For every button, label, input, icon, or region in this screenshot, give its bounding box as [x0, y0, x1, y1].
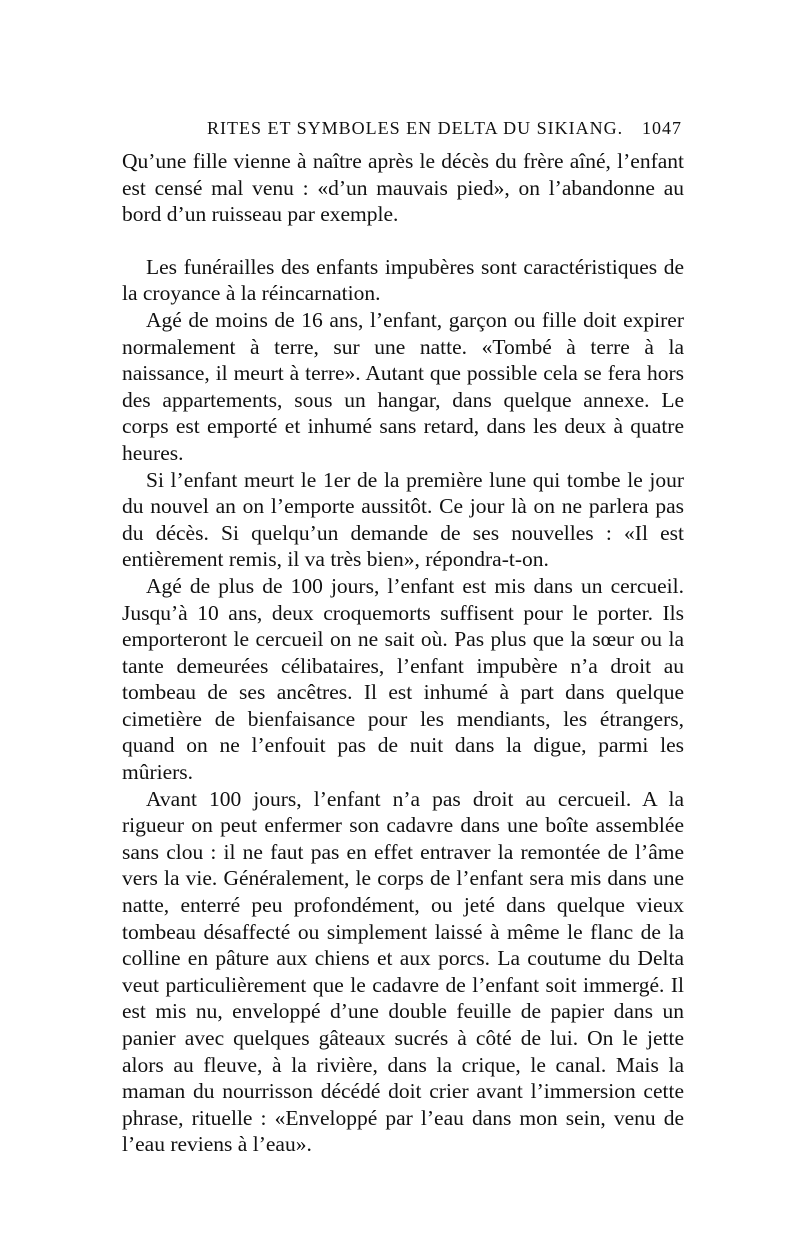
- paragraph: Qu’une fille vienne à naître après le décès du frère aîné, l’enfant est censé mal venu : «d’un mauvais pied», on l’abandonne au bord d’un ruisseau par exemple.: [122, 149, 684, 227]
- paragraph: Agé de moins de 16 ans, l’enfant, garçon ou fille doit expirer normalement à terre, sur une natte. «Tombé à terre à la naissance, il meurt à terre». Autant que possible cela se fera hors des appartements, sous un hangar, dans quelque annexe. Le corps est emporté et inhumé sans retard, dans les deux à quatre heures.: [122, 307, 684, 465]
- body-text: [122, 148, 684, 1158]
- paragraph: Si l’enfant meurt le 1er de la première lune qui tombe le jour du nouvel an on l’emporte aussitôt. Ce jour là on ne parlera pas du décès. Si quelqu’un demande de ses nouvelles : «Il est entièrement remis, il va très bien», répondra-t-on.: [122, 467, 684, 572]
- paragraph: Les funérailles des enfants impubères sont caractéristiques de la croyance à la réincarnation.: [122, 254, 684, 306]
- running-title: RITES ET SYMBOLES EN DELTA DU SIKIANG.: [207, 118, 624, 138]
- page-number: 1047: [642, 118, 682, 138]
- running-head: [122, 118, 682, 144]
- paragraph: Avant 100 jours, l’enfant n’a pas droit au cercueil. A la rigueur on peut enfermer son cadavre dans une boîte assemblée sans clou : il ne faut pas en effet entraver la remontée de l’âme vers la vie. Généralement, le corps de l’enfant sera mis dans une natte, enterré peu profondément, ou jeté dans quelque vieux tombeau désaffecté ou simplement laissé à même le flanc de la colline en pâture aux chiens et aux porcs. La coutume du Delta veut particulièrement que le cadavre de l’enfant soit immergé. Il est mis nu, enveloppé d’une double feuille de papier dans un panier avec quelques gâteaux sucrés à côté de lui. On le jette alors au fleuve, à la rivière, dans la crique, le canal. Mais la maman du nourrisson décédé doit crier avant l’immersion cette phrase, rituelle : «Enveloppé par l’eau dans mon sein, venu de l’eau reviens à l’eau».: [122, 786, 684, 1157]
- paragraph: Agé de plus de 100 jours, l’enfant est mis dans un cercueil. Jusqu’à 10 ans, deux croquemorts suffisent pour le porter. Ils emporteront le cercueil on ne sait où. Pas plus que la sœur ou la tante demeurées célibataires, l’enfant impubère n’a droit au tombeau de ses ancêtres. Il est inhumé à part dans quelque cimetière de bienfaisance pour les mendiants, les étrangers, quand on ne l’enfouit pas de nuit dans la digue, parmi les mûriers.: [122, 573, 684, 785]
